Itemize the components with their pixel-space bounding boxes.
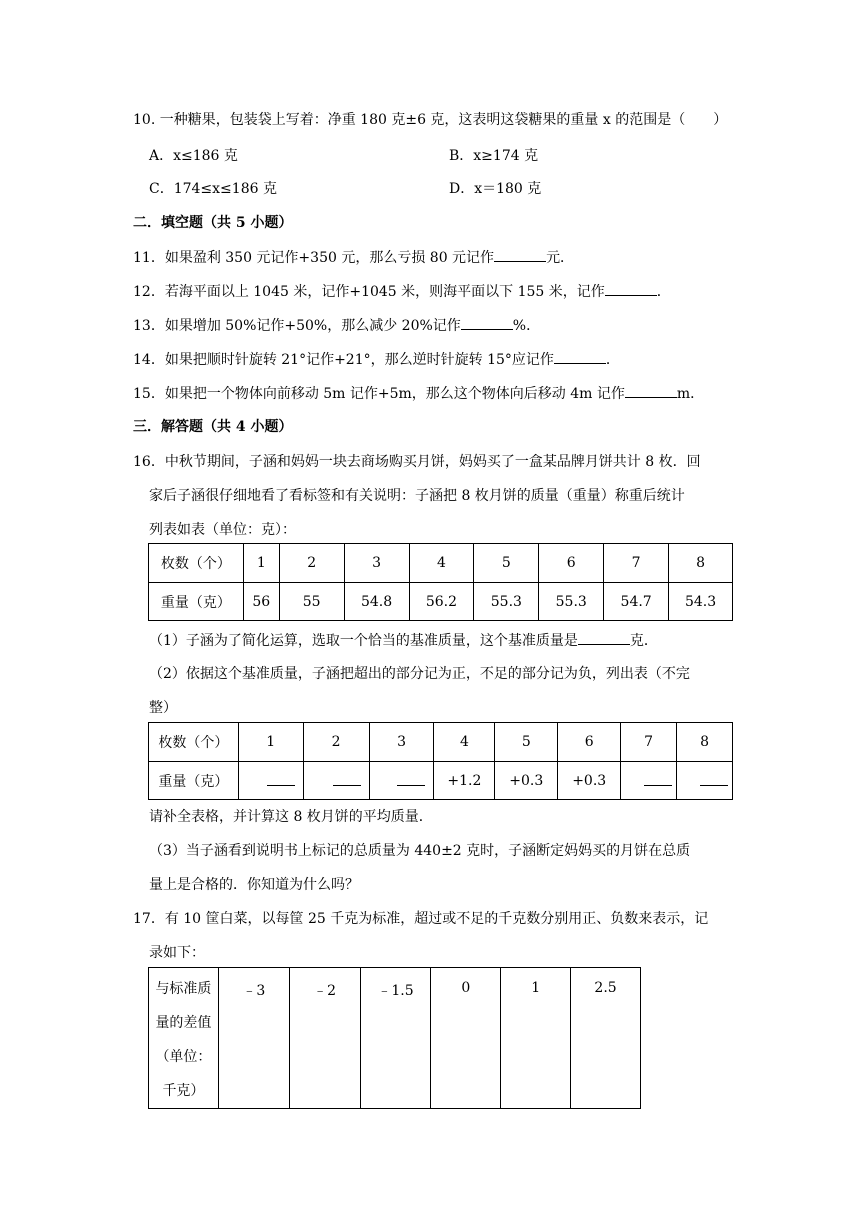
- table-answer-cell[interactable]: [238, 762, 303, 800]
- table-cell: 3: [344, 544, 409, 583]
- table-cell: 5: [495, 723, 558, 762]
- q14-text: 14．如果把顺时针旋转 21°记作+21°，那么逆时针旋转 15°应记作: [133, 352, 554, 368]
- table-row: [149, 583, 733, 621]
- table-cell: 0: [431, 968, 501, 1109]
- table-cell: 8: [677, 723, 733, 762]
- table-cell: 6: [539, 544, 604, 583]
- table-cell: +0.3: [495, 762, 558, 800]
- table-answer-cell[interactable]: [677, 762, 733, 800]
- q16-part-2-line-2: 整）: [149, 700, 177, 716]
- q11-answer-blank[interactable]: [494, 247, 546, 262]
- table-row: [149, 723, 733, 762]
- table-cell: 1: [238, 723, 303, 762]
- table-cell: 56: [243, 583, 279, 621]
- q12-suffix: ．: [656, 284, 671, 300]
- q16-line-2: 家后子涵很仔细地看了看标签和有关说明：子涵把 8 枚月饼的质量（重量）称重后统计: [149, 488, 685, 504]
- table-row-label: [149, 968, 219, 1109]
- q12-answer-blank[interactable]: [605, 281, 657, 296]
- table-cell: 1: [501, 968, 571, 1109]
- q10-option-d: D．x＝180 克: [449, 181, 542, 197]
- q11-suffix: 元．: [546, 250, 575, 266]
- table-cell: 4: [434, 723, 495, 762]
- label-line: （单位：: [155, 1049, 212, 1065]
- section-2-title: 二．填空题（共 5 小题）: [133, 215, 293, 231]
- table-cell: 7: [621, 723, 677, 762]
- q16-part-1-answer-blank[interactable]: [578, 630, 630, 645]
- q16-difference-table: [148, 722, 733, 800]
- table-cell: 54.3: [669, 583, 733, 621]
- table-row: [149, 544, 733, 583]
- q13-suffix: %．: [512, 318, 541, 334]
- q16-part-1-text: （1）子涵为了简化运算，选取一个恰当的基准质量，这个基准质量是: [149, 633, 578, 649]
- q10-option-a: A．x≤186 克: [149, 148, 238, 164]
- q17-line-2: 录如下：: [149, 945, 205, 961]
- q16-part-1: [149, 630, 658, 651]
- table-row-label: 枚数（个）: [149, 544, 244, 583]
- q14: [133, 349, 620, 370]
- q16-part-1-suffix: 克．: [629, 633, 658, 649]
- q12-text: 12．若海平面以上 1045 米，记作+1045 米，则海平面以下 155 米，记作: [133, 284, 605, 300]
- table-row-label: 重量（克）: [149, 762, 239, 800]
- q17-cabbage-table: [148, 967, 641, 1109]
- table-cell: ﹣2: [289, 968, 360, 1109]
- q15-suffix: m．: [676, 386, 705, 402]
- table-cell: 4: [409, 544, 474, 583]
- section-3-title: 三．解答题（共 4 小题）: [133, 419, 293, 435]
- q10-option-c: C．174≤x≤186 克: [149, 181, 277, 197]
- q16-part-2-line-1: （2）依据这个基准质量，子涵把超出的部分记为正，不足的部分记为负，列出表（不完: [149, 666, 690, 682]
- table-cell: 5: [474, 544, 539, 583]
- table-cell: +0.3: [558, 762, 621, 800]
- q10-option-b: B．x≥174 克: [449, 148, 539, 164]
- q15: [133, 383, 704, 404]
- table-cell: 1: [243, 544, 279, 583]
- table-cell: 55.3: [539, 583, 604, 621]
- q13-text: 13．如果增加 50%记作+50%，那么减少 20%记作: [133, 318, 461, 334]
- q14-suffix: ．: [605, 352, 620, 368]
- q11-text: 11．如果盈利 350 元记作+350 元，那么亏损 80 元记作: [133, 250, 495, 266]
- q11: [133, 247, 574, 268]
- answer-blank[interactable]: [333, 771, 361, 786]
- table-cell: ﹣1.5: [360, 968, 431, 1109]
- q13-answer-blank[interactable]: [461, 315, 513, 330]
- table-cell: 55.3: [474, 583, 539, 621]
- q13: [133, 315, 540, 336]
- table-cell: 7: [604, 544, 669, 583]
- table-row: [149, 762, 733, 800]
- q10-stem: 10. 一种糖果，包装袋上写着：净重 180 克±6 克，这表明这袋糖果的重量 x 的范围是（ ）: [133, 112, 728, 128]
- q15-answer-blank[interactable]: [625, 383, 677, 398]
- table-answer-cell[interactable]: [621, 762, 677, 800]
- answer-blank[interactable]: [267, 771, 295, 786]
- table-cell: 2.5: [571, 968, 641, 1109]
- table-row: [149, 968, 641, 1109]
- table-answer-cell[interactable]: [303, 762, 369, 800]
- q16-line-3: 列表如表（单位：克）：: [149, 522, 296, 538]
- label-line: 千克）: [162, 1083, 205, 1099]
- q15-text: 15．如果把一个物体向前移动 5m 记作+5m，那么这个物体向后移动 4m 记作: [133, 386, 625, 402]
- table-cell: 8: [669, 544, 733, 583]
- table-cell: 2: [303, 723, 369, 762]
- table-cell: 55: [279, 583, 344, 621]
- answer-blank[interactable]: [700, 771, 728, 786]
- q16-weight-table: [148, 543, 733, 621]
- table-row-label: 重量（克）: [149, 583, 244, 621]
- label-line: 与标准质: [155, 981, 212, 997]
- answer-blank[interactable]: [644, 771, 672, 786]
- table-cell: 54.8: [344, 583, 409, 621]
- q16-part-3-line-2: 量上是合格的．你知道为什么吗？: [149, 877, 359, 893]
- answer-blank[interactable]: [397, 771, 425, 786]
- table-cell: 54.7: [604, 583, 669, 621]
- table-cell: 3: [369, 723, 434, 762]
- label-line: 量的差值: [155, 1015, 212, 1031]
- q16-line-1: 16．中秋节期间，子涵和妈妈一块去商场购买月饼，妈妈买了一盒某品牌月饼共计 8 枚．回: [133, 454, 701, 470]
- q12: [133, 281, 671, 302]
- q16-part-2-after: 请补全表格，并计算这 8 枚月饼的平均质量．: [149, 809, 433, 825]
- table-cell: 6: [558, 723, 621, 762]
- q17-line-1: 17．有 10 筐白菜，以每筐 25 千克为标准，超过或不足的千克数分别用正、负数来表示，记: [133, 911, 709, 927]
- table-cell: 56.2: [409, 583, 474, 621]
- table-cell: ﹣3: [218, 968, 289, 1109]
- q14-answer-blank[interactable]: [554, 349, 606, 364]
- table-cell: +1.2: [434, 762, 495, 800]
- table-answer-cell[interactable]: [369, 762, 434, 800]
- table-cell: 2: [279, 544, 344, 583]
- q16-part-3-line-1: （3）当子涵看到说明书上标记的总质量为 440±2 克时，子涵断定妈妈买的月饼在总质: [149, 843, 691, 859]
- table-row-label: 枚数（个）: [149, 723, 239, 762]
